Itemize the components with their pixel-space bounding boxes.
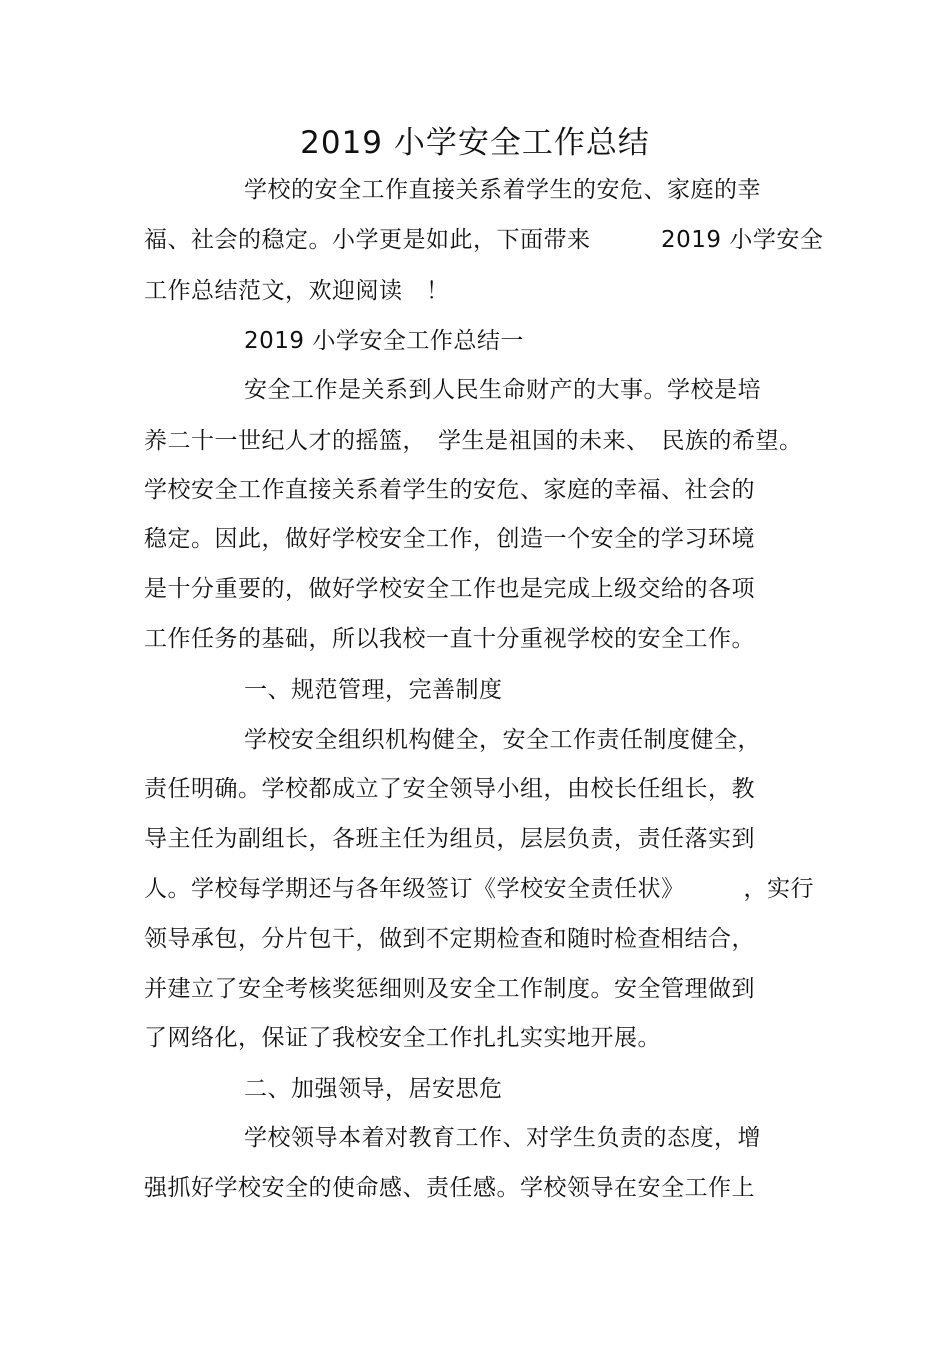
document-title: 2019 小学安全工作总结: [300, 125, 650, 161]
section-heading: 一、规范管理，完善制度: [244, 677, 503, 703]
paragraph-line: 了网络化，保证了我校安全工作扎扎实实地开展。: [144, 1025, 661, 1051]
paragraph-line: 安全工作是关系到人民生命财产的大事。学校是培: [244, 377, 761, 403]
paragraph-line: 并建立了安全考核奖惩细则及安全工作制度。安全管理做到: [144, 976, 755, 1002]
paragraph-line: 强抓好学校安全的使命感、责任感。学校领导在安全工作上: [144, 1175, 755, 1201]
paragraph-line: 领导承包，分片包干，做到不定期检查和随时检查相结合，: [144, 926, 755, 952]
paragraph-line: 稳定。因此，做好学校安全工作，创造一个安全的学习环境: [144, 526, 755, 552]
section-heading: 二、加强领导，居安思危: [244, 1076, 503, 1102]
paragraph-line: 责任明确。学校都成立了安全领导小组，由校长任组长，教: [144, 776, 755, 802]
section-heading: 2019 小学安全工作总结一: [244, 328, 524, 354]
paragraph-line: 工作总结范文，欢迎阅读 ！: [144, 278, 450, 304]
paragraph-line: 导主任为副组长，各班主任为组员，层层负责，责任落实到: [144, 826, 755, 852]
paragraph-line: 学校领导本着对教育工作、对学生负责的态度，增: [244, 1125, 761, 1151]
paragraph-line: 学校安全工作直接关系着学生的安危、家庭的幸福、社会的: [144, 477, 755, 503]
paragraph-line: 学校的安全工作直接关系着学生的安危、家庭的幸: [244, 177, 761, 203]
paragraph-line: 学校安全组织机构健全，安全工作责任制度健全，: [244, 727, 761, 753]
paragraph-line: 工作任务的基础，所以我校一直十分重视学校的安全工作。: [144, 626, 755, 652]
paragraph-line: 养二十一世纪人才的摇篮， 学生是祖国的未来、 民族的希望。: [144, 428, 803, 454]
paragraph-line: 是十分重要的，做好学校安全工作也是完成上级交给的各项: [144, 576, 755, 602]
paragraph-line: 人。学校每学期还与各年级签订《学校安全责任状》 ，实行: [144, 876, 814, 902]
paragraph-line: 福、社会的稳定。小学更是如此，下面带来 2019 小学安全: [144, 227, 824, 253]
